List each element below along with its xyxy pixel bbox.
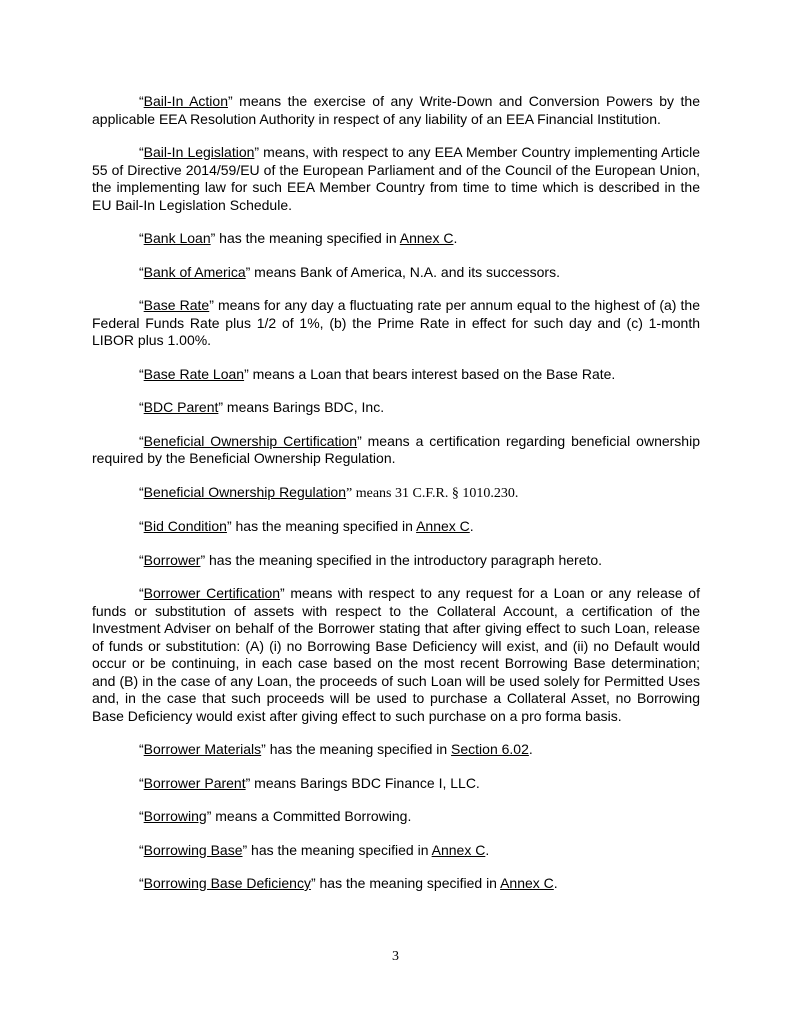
definition-tail: . — [453, 230, 458, 246]
definition-paragraph: “Borrower Parent” means Barings BDC Finance I, LLC. — [139, 774, 480, 791]
defined-term: Borrower — [143, 551, 201, 568]
definition-text: ” has the meaning specified in — [242, 841, 432, 858]
definition-text: ” means Barings BDC Finance I, LLC. — [245, 774, 480, 791]
definition-tail: . — [553, 875, 558, 891]
definition-paragraph: “Borrowing” means a Committed Borrowing. — [139, 808, 412, 824]
defined-term: Borrower Parent — [143, 774, 246, 791]
definition-paragraph: “Base Rate” means for any day a fluctuating rate per annum equal to the highest of (a) the Federal Funds Rate plus 1/2 of 1%, (b) the Prime Rate in effect for such day and (c) 1-month LIBOR plus 1.00%. — [92, 297, 700, 348]
definition-text: ” has the meaning specified in the introductory paragraph hereto. — [200, 551, 603, 568]
definition-text: ” means a certification regarding beneficial ownership required by the Beneficial Ownership Regulation. — [92, 432, 700, 466]
cross-reference: Annex C — [399, 230, 454, 246]
definition-text: ” means, with respect to any EEA Member Country implementing Article 55 of Directive 2014/59/EU of the European Parliament and of the Council of the European Union, the implementing law for such EEA Member Country from time to time which is described in the EU Bail-In Legislation Schedule. — [92, 144, 700, 213]
defined-term: Borrowing — [143, 808, 207, 824]
definition-paragraph: “Beneficial Ownership Certification” means a certification regarding beneficial ownership required by the Beneficial Ownership Regulation. — [92, 432, 700, 466]
defined-term: Borrower Materials — [143, 741, 262, 757]
cross-reference: Annex C — [431, 841, 486, 858]
defined-term: Bid Condition — [143, 518, 227, 534]
defined-term: Bank Loan — [143, 230, 211, 246]
defined-term: Bail-In Legislation — [143, 144, 255, 160]
defined-term: Bank of America — [143, 263, 246, 280]
definition-text: ” means a Loan that bears interest based on the Base Rate. — [244, 365, 616, 382]
definition-paragraph: “Bail-In Action” means the exercise of any Write-Down and Conversion Powers by the applicable EEA Resolution Authority in respect of any liability of an EEA Financial Institution. — [92, 93, 700, 127]
defined-term: Borrowing Base — [143, 841, 243, 858]
cross-reference: Annex C — [500, 875, 554, 891]
defined-term: Base Rate — [143, 297, 210, 313]
definition-paragraph: “Bank Loan” has the meaning specified in Annex C. — [139, 230, 458, 246]
definition-paragraph: “Borrower Materials” has the meaning specified in Section 6.02. — [139, 741, 533, 757]
defined-term: Borrower Certification — [143, 585, 281, 601]
definition-tail: . — [485, 841, 490, 858]
definition-tail: . — [528, 741, 533, 757]
definition-text: ” means with respect to any request for a Loan or any release of funds or substitution of assets with respect to the Collateral Account, a certification of the Investment Adviser on behalf of the Borrower stating that after giving effect to such Loan, release of funds or substitution: (A) (i) no Borrowing Base Deficiency will exist, and (ii) no Default would occur or be continuing, in each case based on the most recent Borrowing Base determination; and (B) in the case of any Loan, the proceeds of such Loan will be used solely for Permitted Uses and, in the case that such proceeds will be used to purchase a Collateral Asset, no Borrowing Base Deficiency would exist after giving effect to such purchase on a pro forma basis. — [92, 585, 700, 724]
definition-text: ” means a Committed Borrowing. — [206, 808, 412, 824]
defined-term: Borrowing Base Deficiency — [143, 875, 311, 891]
definition-paragraph: “Bank of America” means Bank of America, N.A. and its successors. — [139, 263, 560, 280]
definition-text: ” has the meaning specified in — [310, 875, 501, 891]
definition-text: ” means the exercise of any Write-Down and Conversion Powers by the applicable EEA Resolution Authority in respect of any liability of an EEA Financial Institution. — [92, 93, 700, 127]
page-number: 3 — [392, 949, 399, 964]
definition-paragraph: “Borrowing Base Deficiency” has the meaning specified in Annex C. — [139, 875, 558, 891]
definition-text: ” means for any day a fluctuating rate per annum equal to the highest of (a) the Federal Funds Rate plus 1/2 of 1%, (b) the Prime Rate in effect for such day and (c) 1-month LIBOR plus 1.00%. — [92, 297, 700, 348]
definition-text: ” has the meaning specified in — [226, 518, 417, 534]
defined-term: BDC Parent — [143, 399, 219, 415]
defined-term: Beneficial Ownership Certification — [143, 432, 358, 449]
definition-paragraph: “Borrower” has the meaning specified in the introductory paragraph hereto. — [139, 551, 603, 568]
definition-paragraph: “Borrower Certification” means with respect to any request for a Loan or any release of funds or substitution of assets with respect to the Collateral Account, a certification of the Investment Adviser on behalf of the Borrower stating that after giving effect to such Loan, release of funds or substitution: (A) (i) no Borrowing Base Deficiency will exist, and (ii) no Default would occur or be continuing, in each case based on the most recent Borrowing Base determination; and (B) in the case of any Loan, the proceeds of such Loan will be used solely for Permitted Uses and, in the case that such proceeds will be used to purchase a Collateral Asset, no Borrowing Base Deficiency would exist after giving effect to such purchase on a pro forma basis. — [92, 585, 700, 724]
cross-reference: Section 6.02 — [451, 741, 529, 757]
defined-term: Beneficial Ownership Regulation — [143, 483, 347, 500]
cross-reference: Annex C — [416, 518, 470, 534]
definition-text: ” has the meaning specified in — [261, 741, 452, 757]
defined-term: Bail-In Action — [143, 93, 228, 109]
definition-paragraph: “Beneficial Ownership Regulation” means 31 C.F.R. § 1010.230. — [139, 483, 519, 501]
definition-tail: . — [469, 518, 474, 534]
defined-term: Base Rate Loan — [143, 365, 245, 382]
definition-text: ” means 31 C.F.R. § 1010.230. — [346, 485, 519, 501]
definition-text: ” means Bank of America, N.A. and its successors. — [245, 263, 560, 280]
definition-text: ” has the meaning specified in — [210, 230, 400, 246]
definition-paragraph: “Base Rate Loan” means a Loan that bears interest based on the Base Rate. — [139, 365, 616, 382]
definition-paragraph: “Bid Condition” has the meaning specified in Annex C. — [139, 518, 474, 534]
definition-paragraph: “Borrowing Base” has the meaning specified in Annex C. — [139, 841, 490, 858]
definitions-list — [92, 93, 700, 909]
definition-text: ” means Barings BDC, Inc. — [218, 399, 385, 415]
definition-paragraph: “Bail-In Legislation” means, with respect to any EEA Member Country implementing Article 55 of Directive 2014/59/EU of the European Parliament and of the Council of the European Union, the implementing law for such EEA Member Country from time to time which is described in the EU Bail-In Legislation Schedule. — [92, 144, 700, 213]
definition-paragraph: “BDC Parent” means Barings BDC, Inc. — [139, 399, 385, 415]
